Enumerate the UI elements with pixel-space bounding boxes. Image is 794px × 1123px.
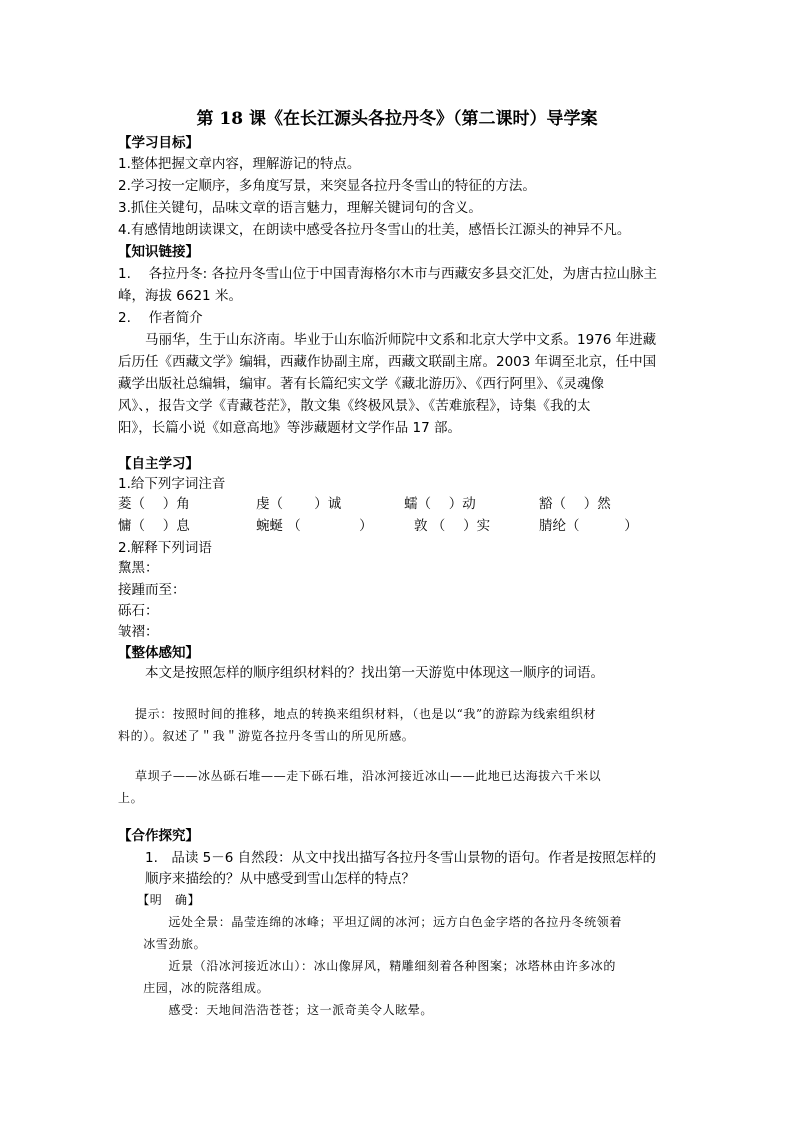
self-study-question-1: 1.给下列字词注音	[118, 476, 226, 492]
route-line-1: 草坝子——冰丛砾石堆——走下砾石堆，沿冰河接近冰山——此地已达海拔六千米以	[118, 769, 602, 783]
cooperate-question-line-2: 顺序来描绘的？从中感受到雪山怎样的特点？	[118, 871, 415, 887]
answer-near-line-1: 近景（沿冰河接近冰山）：冰山像屏风，精雕细刻着各种图案；冰塔林由许多冰的	[118, 959, 617, 973]
answer-far-line-2: 冰雪劲旅。	[118, 937, 207, 951]
section-header-cooperate: 【合作探究】	[118, 828, 199, 844]
author-line-1: 马丽华，生于山东济南。毕业于山东临沂师院中文系和北京大学中文系。1976 年进藏	[118, 332, 657, 348]
answer-header: 【明 确】	[118, 893, 201, 907]
page-title: 第 18 课《在长江源头各拉丹冬》（第二课时）导学案	[196, 109, 598, 129]
answer-feel: 感受：天地间浩浩苍苍；这一派奇美令人眩晕。	[118, 1003, 434, 1017]
cooperate-question-line-1: 1. 品读 5－6 自然段：从文中找出描写各拉丹冬雪山景物的语句。作者是按照怎样的	[118, 850, 657, 866]
answer-near-line-2: 庄园，冰的院落组成。	[118, 981, 270, 995]
pinyin-row-1	[118, 494, 684, 514]
term-item: 黧黑：	[118, 560, 159, 576]
pinyin-blank[interactable]: 菱（ ）角	[118, 496, 190, 512]
hint-line-1: 提示：按照时间的推移，地点的转换来组织材料，（也是以“我”的游踪为线索组织材	[118, 707, 597, 721]
pinyin-blank[interactable]: 虔（ ）诚	[256, 496, 342, 512]
term-item: 接踵而至：	[118, 582, 186, 598]
overall-question: 本文是按照怎样的顺序组织材料的？找出第一天游览中体现这一顺序的词语。	[118, 665, 604, 681]
goal-item-1: 1.整体把握文章内容，理解游记的特点。	[118, 156, 361, 172]
section-header-self-study: 【自主学习】	[118, 456, 199, 472]
pinyin-blank[interactable]: 慵（ ）息	[118, 518, 190, 534]
section-header-knowledge: 【知识链接】	[118, 244, 199, 260]
section-header-overall: 【整体感知】	[118, 645, 199, 661]
pinyin-blank[interactable]: 敦 （ ）实	[414, 518, 491, 534]
pinyin-blank[interactable]: 腈纶（ ）	[539, 518, 638, 534]
goal-item-3: 3.抓住关键句，品味文章的语言魅力，理解关键词句的含义。	[118, 200, 482, 216]
pinyin-row-2	[118, 516, 684, 536]
knowledge-item-2: 2. 作者简介	[118, 310, 203, 326]
author-line-5: 阳》，长篇小说《如意高地》等涉藏题材文学作品 17 部。	[118, 420, 462, 436]
author-line-2: 后历任《西藏文学》编辑，西藏作协副主席，西藏文联副主席。2003 年调至北京，任中国	[118, 354, 657, 370]
goal-item-2: 2.学习按一定顺序，多角度写景，来突显各拉丹冬雪山的特征的方法。	[118, 178, 536, 194]
author-line-4: 风》、，报告文学《青藏苍茫》，散文集《终极风景》、《苦难旅程》，诗集《我的太	[118, 398, 591, 414]
answer-far-line-1: 远处全景：晶莹连绵的冰峰；平坦辽阔的冰河；远方白色金字塔的各拉丹冬统领着	[118, 915, 623, 929]
term-item: 皱褶：	[118, 624, 159, 640]
route-line-2: 上。	[118, 791, 144, 805]
author-line-3: 藏学出版社总编辑，编审。著有长篇纪实文学《藏北游历》、《西行阿里》、《灵魂像	[118, 376, 604, 392]
pinyin-blank[interactable]: 豁（ ）然	[539, 496, 611, 512]
knowledge-item-1-line-2: 峰，海拔 6621 米。	[118, 288, 242, 304]
knowledge-item-1-line-1: 1. 各拉丹冬: 各拉丹冬雪山位于中国青海格尔木市与西藏安多县交汇处，为唐古拉山脉主	[118, 266, 658, 282]
term-item: 砾石：	[118, 603, 159, 619]
pinyin-blank[interactable]: 蜿蜒 （ ）	[256, 518, 373, 534]
self-study-question-2: 2.解释下列词语	[118, 540, 212, 556]
hint-line-2: 料的）。叙述了＂我＂游览各拉丹冬雪山的所见所感。	[118, 729, 415, 743]
pinyin-blank[interactable]: 蠕（ ）动	[404, 496, 476, 512]
goal-item-4: 4.有感情地朗读课文，在朗读中感受各拉丹冬雪山的壮美，感悟长江源头的神异不凡。	[118, 222, 631, 238]
section-header-goals: 【学习目标】	[118, 135, 199, 151]
